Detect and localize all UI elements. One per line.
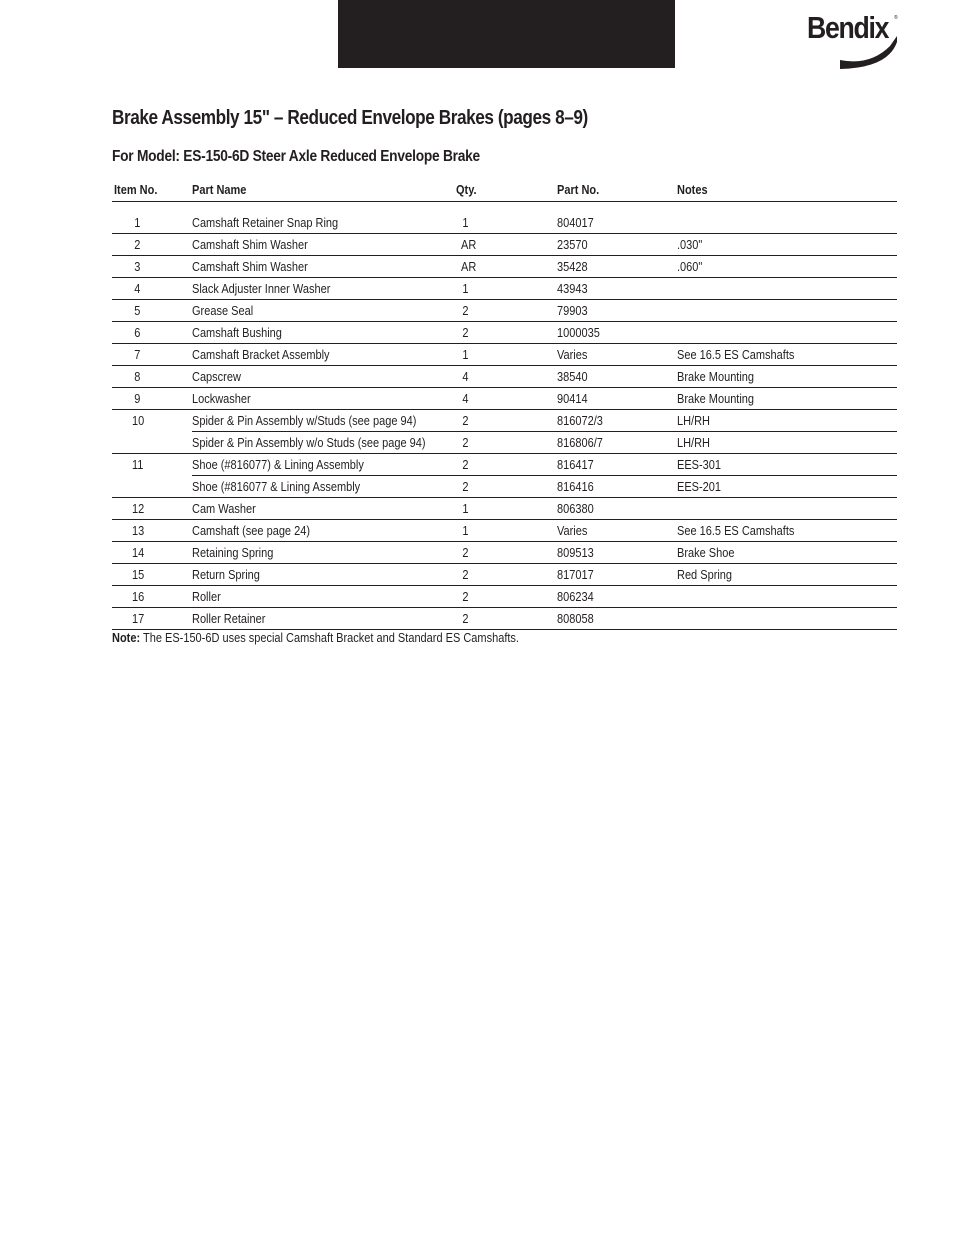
- part-no: 817017: [557, 568, 594, 582]
- notes: Brake Mounting: [677, 370, 755, 384]
- table-row: [112, 256, 897, 278]
- note-label: Note:: [112, 631, 141, 645]
- item-no: 14: [132, 546, 145, 560]
- table-row: [112, 498, 897, 520]
- item-no: 16: [132, 590, 145, 604]
- table-row: [112, 278, 897, 300]
- qty: 2: [462, 612, 469, 626]
- table-row: [112, 564, 897, 586]
- notes: .060": [677, 260, 703, 274]
- header-notes: Notes: [677, 183, 708, 197]
- qty: 2: [462, 568, 469, 582]
- table-row: [112, 542, 897, 564]
- part-name: Lockwasher: [192, 392, 251, 406]
- logo-text: Bendix: [807, 10, 889, 45]
- table-row: [112, 234, 897, 256]
- item-no: 1: [134, 216, 141, 230]
- part-name: Capscrew: [192, 370, 241, 384]
- part-name: Retaining Spring: [192, 546, 274, 560]
- table-row: [112, 388, 897, 410]
- table-row: [112, 344, 897, 366]
- part-name: Camshaft Bushing: [192, 326, 282, 340]
- qty: 1: [462, 502, 469, 516]
- part-name: Camshaft Retainer Snap Ring: [192, 216, 339, 230]
- qty: 2: [462, 304, 469, 318]
- qty: 4: [462, 392, 469, 406]
- item-no: 17: [132, 612, 145, 626]
- part-no: 816417: [557, 458, 594, 472]
- notes: See 16.5 ES Camshafts: [677, 524, 795, 538]
- page-title: Brake Assembly 15" – Reduced Envelope Brakes (pages 8–9): [112, 107, 588, 129]
- notes: See 16.5 ES Camshafts: [677, 348, 795, 362]
- part-no: Varies: [557, 348, 588, 362]
- part-no: 816072/3: [557, 414, 603, 428]
- part-no: Varies: [557, 524, 588, 538]
- item-no: 2: [134, 238, 141, 252]
- part-name: Camshaft (see page 24): [192, 524, 311, 538]
- qty: AR: [461, 238, 477, 252]
- part-name: Grease Seal: [192, 304, 254, 318]
- header-part-no: Part No.: [557, 183, 600, 197]
- part-no: 808058: [557, 612, 594, 626]
- item-no: 9: [134, 392, 141, 406]
- part-name: Camshaft Shim Washer: [192, 260, 308, 274]
- item-no: 15: [132, 568, 145, 582]
- part-name: Roller: [192, 590, 221, 604]
- table-note: [112, 631, 519, 645]
- table-row: [112, 586, 897, 608]
- part-no: 79903: [557, 304, 588, 318]
- qty: 1: [462, 216, 469, 230]
- item-no: 6: [134, 326, 141, 340]
- table-header: [112, 180, 897, 202]
- qty: 2: [462, 414, 469, 428]
- notes: EES-201: [677, 480, 722, 494]
- notes: EES-301: [677, 458, 722, 472]
- part-no: 804017: [557, 216, 594, 230]
- part-no: 90414: [557, 392, 588, 406]
- item-no: 4: [134, 282, 141, 296]
- table-row: [112, 300, 897, 322]
- part-no: 43943: [557, 282, 588, 296]
- qty: 1: [462, 524, 469, 538]
- table-row: [112, 322, 897, 344]
- table-row: [112, 432, 897, 454]
- part-name: Shoe (#816077) & Lining Assembly: [192, 458, 364, 472]
- part-no: 38540: [557, 370, 588, 384]
- qty: 4: [462, 370, 469, 384]
- model-heading: For Model: ES-150-6D Steer Axle Reduced Envelope Brake: [112, 148, 480, 165]
- table-row: [112, 212, 897, 234]
- item-no: 7: [134, 348, 141, 362]
- table-row: [112, 410, 897, 432]
- notes: Red Spring: [677, 568, 733, 582]
- qty: 2: [462, 590, 469, 604]
- item-no: 13: [132, 524, 145, 538]
- item-no: 5: [134, 304, 141, 318]
- qty: 2: [462, 436, 469, 450]
- part-no: 35428: [557, 260, 588, 274]
- qty: 1: [462, 348, 469, 362]
- notes: LH/RH: [677, 436, 711, 450]
- notes: .030": [677, 238, 703, 252]
- qty: AR: [461, 260, 477, 274]
- qty: 2: [462, 480, 469, 494]
- table-row: [112, 520, 897, 542]
- part-no: 816806/7: [557, 436, 603, 450]
- part-name: Shoe (#816077 & Lining Assembly: [192, 480, 361, 494]
- part-no: 816416: [557, 480, 594, 494]
- qty: 2: [462, 326, 469, 340]
- header-part-name: Part Name: [192, 183, 247, 197]
- notes: Brake Mounting: [677, 392, 755, 406]
- parts-table: [112, 180, 897, 630]
- table-row: [112, 608, 897, 630]
- part-no: 1000035: [557, 326, 600, 340]
- notes: Brake Shoe: [677, 546, 735, 560]
- part-name: Return Spring: [192, 568, 260, 582]
- table-row: [112, 366, 897, 388]
- part-name: Roller Retainer: [192, 612, 266, 626]
- logo-trademark: ®: [894, 15, 898, 21]
- bendix-logo: [800, 6, 900, 72]
- part-no: 806234: [557, 590, 594, 604]
- table-row: [112, 454, 897, 476]
- part-name: Spider & Pin Assembly w/Studs (see page 94): [192, 414, 417, 428]
- part-no: 809513: [557, 546, 594, 560]
- header-item-no: Item No.: [114, 183, 158, 197]
- qty: 2: [462, 458, 469, 472]
- header-bar: [338, 0, 675, 68]
- item-no: 3: [134, 260, 141, 274]
- item-no: 11: [132, 458, 144, 472]
- part-no: 806380: [557, 502, 594, 516]
- qty: 1: [462, 282, 469, 296]
- part-no: 23570: [557, 238, 588, 252]
- table-body: [112, 202, 897, 630]
- item-no: 8: [134, 370, 141, 384]
- part-name: Cam Washer: [192, 502, 256, 516]
- header-qty: Qty.: [456, 183, 477, 197]
- item-no: 12: [132, 502, 145, 516]
- item-no: 10: [132, 414, 145, 428]
- part-name: Camshaft Shim Washer: [192, 238, 308, 252]
- notes: LH/RH: [677, 414, 711, 428]
- part-name: Spider & Pin Assembly w/o Studs (see page 94): [192, 436, 426, 450]
- table-row: [112, 476, 897, 498]
- part-name: Slack Adjuster Inner Washer: [192, 282, 331, 296]
- part-name: Camshaft Bracket Assembly: [192, 348, 330, 362]
- qty: 2: [462, 546, 469, 560]
- note-text: The ES-150-6D uses special Camshaft Bracket and Standard ES Camshafts.: [142, 631, 519, 645]
